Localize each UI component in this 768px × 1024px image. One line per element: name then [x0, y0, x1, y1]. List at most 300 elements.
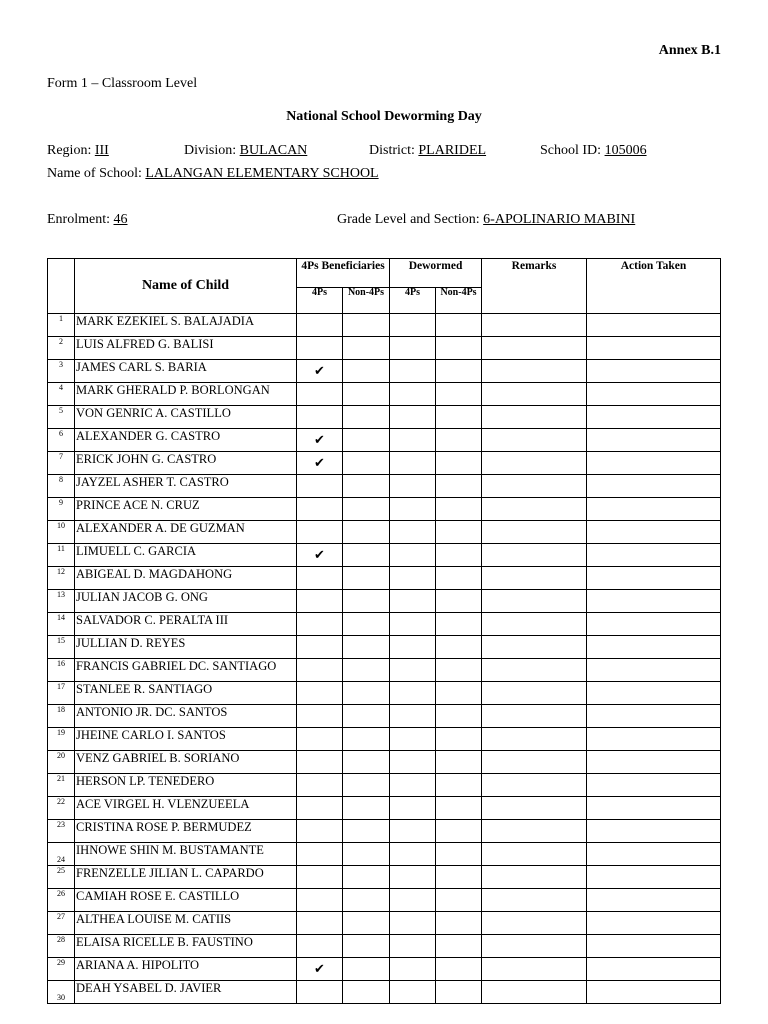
dewormed-4ps-cell [390, 797, 436, 820]
action-taken-cell [587, 889, 721, 912]
dewormed-non-4ps-cell [436, 567, 482, 590]
division-value: BULACAN [239, 143, 308, 158]
table-row [48, 498, 721, 521]
child-name: JAYZEL ASHER T. CASTRO [75, 475, 297, 498]
dewormed-non-4ps-cell [436, 889, 482, 912]
beneficiary-4ps-cell [297, 659, 343, 682]
child-name: VENZ GABRIEL B. SORIANO [75, 751, 297, 774]
dewormed-4ps-cell [390, 843, 436, 866]
deworming-roster-table [47, 258, 721, 1004]
beneficiary-non-4ps-cell [343, 544, 390, 567]
beneficiary-4ps-cell [297, 337, 343, 360]
table-row [48, 429, 721, 452]
action-taken-cell [587, 383, 721, 406]
remarks-cell [482, 774, 587, 797]
beneficiary-4ps-cell: ✔ [297, 958, 343, 981]
table-row [48, 797, 721, 820]
beneficiary-non-4ps-cell [343, 981, 390, 1004]
remarks-cell [482, 728, 587, 751]
dewormed-4ps-cell [390, 866, 436, 889]
row-number: 6 [48, 429, 75, 452]
action-taken-cell [587, 935, 721, 958]
action-taken-cell [587, 360, 721, 383]
beneficiary-non-4ps-cell [343, 797, 390, 820]
dewormed-4ps-cell [390, 383, 436, 406]
dewormed-non-4ps-cell [436, 636, 482, 659]
action-taken-cell [587, 452, 721, 475]
document-title: National School Deworming Day [286, 109, 482, 124]
table-row [48, 682, 721, 705]
remarks-cell [482, 935, 587, 958]
row-number: 3 [48, 360, 75, 383]
beneficiary-non-4ps-cell [343, 728, 390, 751]
table-row [48, 613, 721, 636]
action-taken-cell [587, 498, 721, 521]
remarks-cell [482, 889, 587, 912]
action-taken-cell [587, 544, 721, 567]
table-row [48, 889, 721, 912]
beneficiary-4ps-cell [297, 314, 343, 337]
row-number: 23 [48, 820, 75, 843]
child-name: CRISTINA ROSE P. BERMUDEZ [75, 820, 297, 843]
grade-section-field [337, 212, 635, 228]
row-number: 24 [48, 843, 75, 866]
dewormed-non-4ps-cell [436, 337, 482, 360]
region-value: III [94, 143, 109, 158]
action-taken-cell [587, 659, 721, 682]
beneficiary-4ps-cell [297, 636, 343, 659]
dewormed-4ps-cell [390, 682, 436, 705]
beneficiary-4ps-cell [297, 682, 343, 705]
action-taken-cell [587, 912, 721, 935]
remarks-header: Remarks [482, 259, 587, 314]
dewormed-non-4ps-subheader: Non-4Ps [436, 288, 482, 314]
dewormed-4ps-cell [390, 820, 436, 843]
beneficiary-4ps-cell: ✔ [297, 544, 343, 567]
table-row [48, 590, 721, 613]
beneficiary-non-4ps-cell [343, 935, 390, 958]
action-taken-cell [587, 590, 721, 613]
child-name: ERICK JOHN G. CASTRO [75, 452, 297, 475]
table-row [48, 521, 721, 544]
dewormed-non-4ps-cell [436, 360, 482, 383]
dewormed-non-4ps-cell [436, 590, 482, 613]
beneficiary-non-4ps-cell [343, 659, 390, 682]
dewormed-4ps-cell [390, 544, 436, 567]
action-taken-cell [587, 521, 721, 544]
dewormed-non-4ps-cell [436, 314, 482, 337]
grade-section-label: Grade Level and Section: [337, 212, 480, 227]
child-name: MARK EZEKIEL S. BALAJADIA [75, 314, 297, 337]
beneficiary-4ps-cell [297, 912, 343, 935]
beneficiary-non-4ps-cell [343, 498, 390, 521]
table-row [48, 659, 721, 682]
row-number: 21 [48, 774, 75, 797]
school-name-label: Name of School: [47, 166, 142, 181]
dewormed-non-4ps-cell [436, 843, 482, 866]
dewormed-non-4ps-cell [436, 774, 482, 797]
table-row [48, 314, 721, 337]
dewormed-4ps-cell [390, 912, 436, 935]
row-number: 12 [48, 567, 75, 590]
action-taken-cell [587, 406, 721, 429]
table-row [48, 981, 721, 1004]
table-row [48, 544, 721, 567]
row-number: 22 [48, 797, 75, 820]
child-name: SALVADOR C. PERALTA III [75, 613, 297, 636]
beneficiary-non-4ps-cell [343, 912, 390, 935]
child-name: VON GENRIC A. CASTILLO [75, 406, 297, 429]
region-label: Region: [47, 143, 92, 158]
remarks-cell [482, 521, 587, 544]
beneficiary-4ps-cell [297, 981, 343, 1004]
dewormed-4ps-cell [390, 728, 436, 751]
beneficiary-non-4ps-cell [343, 820, 390, 843]
remarks-cell [482, 912, 587, 935]
annex-label: Annex B.1 [658, 43, 721, 58]
dewormed-4ps-cell [390, 705, 436, 728]
table-row [48, 383, 721, 406]
row-number: 1 [48, 314, 75, 337]
action-taken-cell [587, 314, 721, 337]
beneficiary-4ps-cell [297, 498, 343, 521]
beneficiary-non-4ps-cell [343, 360, 390, 383]
dewormed-non-4ps-cell [436, 383, 482, 406]
remarks-cell [482, 866, 587, 889]
child-name: ANTONIO JR. DC. SANTOS [75, 705, 297, 728]
beneficiary-4ps-cell [297, 866, 343, 889]
beneficiary-non-4ps-cell [343, 613, 390, 636]
row-number: 27 [48, 912, 75, 935]
remarks-cell [482, 544, 587, 567]
dewormed-4ps-cell [390, 636, 436, 659]
action-taken-cell [587, 613, 721, 636]
action-taken-cell [587, 866, 721, 889]
remarks-cell [482, 751, 587, 774]
beneficiary-non-4ps-cell [343, 383, 390, 406]
action-taken-cell [587, 774, 721, 797]
table-row [48, 958, 721, 981]
action-taken-cell [587, 751, 721, 774]
4ps-beneficiaries-header: 4Ps Beneficiaries [297, 259, 390, 288]
beneficiary-non-4ps-cell [343, 590, 390, 613]
child-name: IHNOWE SHIN M. BUSTAMANTE [75, 843, 297, 866]
beneficiary-4ps-cell [297, 728, 343, 751]
form-label: Form 1 – Classroom Level [47, 76, 198, 91]
remarks-cell [482, 613, 587, 636]
beneficiary-4ps-cell [297, 820, 343, 843]
remarks-cell [482, 958, 587, 981]
beneficiary-non-4ps-cell [343, 866, 390, 889]
child-name: ALEXANDER G. CASTRO [75, 429, 297, 452]
dewormed-4ps-cell [390, 751, 436, 774]
school-name-row [47, 166, 379, 182]
beneficiary-non-4ps-cell [343, 429, 390, 452]
table-row [48, 360, 721, 383]
beneficiary-4ps-cell [297, 751, 343, 774]
district-field [369, 143, 486, 159]
beneficiary-non-4ps-cell [343, 636, 390, 659]
school-name-value: LALANGAN ELEMENTARY SCHOOL [145, 166, 379, 181]
dewormed-non-4ps-cell [436, 475, 482, 498]
enrolment-field [47, 212, 128, 228]
action-taken-cell [587, 981, 721, 1004]
child-name: CAMIAH ROSE E. CASTILLO [75, 889, 297, 912]
child-name: JULIAN JACOB G. ONG [75, 590, 297, 613]
remarks-cell [482, 337, 587, 360]
beneficiary-non-4ps-cell [343, 521, 390, 544]
beneficiary-non-4ps-cell [343, 337, 390, 360]
remarks-cell [482, 383, 587, 406]
child-name: MARK GHERALD P. BORLONGAN [75, 383, 297, 406]
beneficiary-4ps-cell [297, 475, 343, 498]
remarks-cell [482, 820, 587, 843]
region-field [47, 143, 109, 159]
dewormed-non-4ps-cell [436, 935, 482, 958]
dewormed-4ps-cell [390, 314, 436, 337]
remarks-cell [482, 314, 587, 337]
child-name: HERSON LP. TENEDERO [75, 774, 297, 797]
dewormed-non-4ps-cell [436, 866, 482, 889]
row-number: 9 [48, 498, 75, 521]
school-id-label: School ID: [540, 143, 602, 158]
table-row [48, 452, 721, 475]
row-number: 19 [48, 728, 75, 751]
dewormed-4ps-cell [390, 958, 436, 981]
beneficiary-4ps-cell [297, 797, 343, 820]
child-name: ALEXANDER A. DE GUZMAN [75, 521, 297, 544]
beneficiary-4ps-cell [297, 705, 343, 728]
dewormed-non-4ps-cell [436, 406, 482, 429]
row-number: 25 [48, 866, 75, 889]
beneficiary-4ps-cell [297, 843, 343, 866]
beneficiary-4ps-cell: ✔ [297, 452, 343, 475]
action-taken-cell [587, 705, 721, 728]
beneficiary-4ps-cell: ✔ [297, 429, 343, 452]
dewormed-non-4ps-cell [436, 958, 482, 981]
table-row [48, 567, 721, 590]
child-name: LIMUELL C. GARCIA [75, 544, 297, 567]
dewormed-non-4ps-cell [436, 751, 482, 774]
beneficiary-non-4ps-cell [343, 751, 390, 774]
action-taken-cell [587, 958, 721, 981]
dewormed-non-4ps-cell [436, 498, 482, 521]
name-of-child-header: Name of Child [75, 259, 297, 314]
remarks-cell [482, 429, 587, 452]
remarks-cell [482, 567, 587, 590]
district-value: PLARIDEL [418, 143, 487, 158]
remarks-cell [482, 659, 587, 682]
dewormed-4ps-cell [390, 567, 436, 590]
beneficiaries-4ps-subheader: 4Ps [297, 288, 343, 314]
child-name: FRANCIS GABRIEL DC. SANTIAGO [75, 659, 297, 682]
row-number: 17 [48, 682, 75, 705]
table-row [48, 337, 721, 360]
child-name: FRENZELLE JILIAN L. CAPARDO [75, 866, 297, 889]
row-number: 26 [48, 889, 75, 912]
remarks-cell [482, 498, 587, 521]
division-field [184, 143, 307, 159]
beneficiary-non-4ps-cell [343, 774, 390, 797]
child-name: LUIS ALFRED G. BALISI [75, 337, 297, 360]
table-row [48, 866, 721, 889]
dewormed-non-4ps-cell [436, 797, 482, 820]
action-taken-cell [587, 728, 721, 751]
child-name: ELAISA RICELLE B. FAUSTINO [75, 935, 297, 958]
action-taken-cell [587, 475, 721, 498]
child-name: ACE VIRGEL H. VLENZUEELA [75, 797, 297, 820]
dewormed-4ps-cell [390, 360, 436, 383]
dewormed-4ps-cell [390, 498, 436, 521]
beneficiary-non-4ps-cell [343, 452, 390, 475]
table-row [48, 912, 721, 935]
dewormed-4ps-cell [390, 935, 436, 958]
child-name: ALTHEA LOUISE M. CATIIS [75, 912, 297, 935]
row-number: 4 [48, 383, 75, 406]
row-number: 15 [48, 636, 75, 659]
row-number: 18 [48, 705, 75, 728]
dewormed-non-4ps-cell [436, 981, 482, 1004]
beneficiary-4ps-cell: ✔ [297, 360, 343, 383]
enrolment-value: 46 [113, 212, 128, 227]
beneficiary-4ps-cell [297, 383, 343, 406]
action-taken-cell [587, 797, 721, 820]
dewormed-4ps-cell [390, 889, 436, 912]
beneficiary-non-4ps-cell [343, 567, 390, 590]
dewormed-4ps-cell [390, 452, 436, 475]
roster-body [48, 314, 721, 1004]
table-row [48, 935, 721, 958]
remarks-cell [482, 705, 587, 728]
dewormed-non-4ps-cell [436, 728, 482, 751]
beneficiary-4ps-cell [297, 613, 343, 636]
grade-section-value: 6-APOLINARIO MABINI [483, 212, 636, 227]
child-name: DEAH YSABEL D. JAVIER [75, 981, 297, 1004]
row-number: 20 [48, 751, 75, 774]
table-row [48, 843, 721, 866]
action-taken-cell [587, 636, 721, 659]
row-number: 7 [48, 452, 75, 475]
child-name: JULLIAN D. REYES [75, 636, 297, 659]
remarks-cell [482, 797, 587, 820]
table-row [48, 728, 721, 751]
table-row [48, 475, 721, 498]
child-name: JAMES CARL S. BARIA [75, 360, 297, 383]
beneficiary-non-4ps-cell [343, 958, 390, 981]
remarks-cell [482, 981, 587, 1004]
beneficiary-4ps-cell [297, 590, 343, 613]
dewormed-4ps-cell [390, 981, 436, 1004]
row-number: 13 [48, 590, 75, 613]
enrolment-label: Enrolment: [47, 212, 110, 227]
dewormed-non-4ps-cell [436, 429, 482, 452]
school-id-field [540, 143, 647, 159]
beneficiary-4ps-cell [297, 567, 343, 590]
row-number: 28 [48, 935, 75, 958]
beneficiaries-non-4ps-subheader: Non-4Ps [343, 288, 390, 314]
table-row [48, 751, 721, 774]
beneficiary-4ps-cell [297, 889, 343, 912]
beneficiary-non-4ps-cell [343, 475, 390, 498]
dewormed-4ps-cell [390, 521, 436, 544]
remarks-cell [482, 406, 587, 429]
dewormed-4ps-cell [390, 613, 436, 636]
row-number: 16 [48, 659, 75, 682]
action-taken-cell [587, 682, 721, 705]
remarks-cell [482, 682, 587, 705]
dewormed-non-4ps-cell [436, 544, 482, 567]
beneficiary-4ps-cell [297, 521, 343, 544]
row-number-header [48, 259, 75, 314]
dewormed-4ps-cell [390, 475, 436, 498]
table-row [48, 820, 721, 843]
action-taken-cell [587, 820, 721, 843]
dewormed-header: Dewormed [390, 259, 482, 288]
action-taken-header: Action Taken [587, 259, 721, 314]
beneficiary-non-4ps-cell [343, 705, 390, 728]
remarks-cell [482, 360, 587, 383]
beneficiary-non-4ps-cell [343, 406, 390, 429]
district-label: District: [369, 143, 415, 158]
row-number: 10 [48, 521, 75, 544]
dewormed-non-4ps-cell [436, 613, 482, 636]
beneficiary-non-4ps-cell [343, 889, 390, 912]
dewormed-4ps-cell [390, 429, 436, 452]
child-name: STANLEE R. SANTIAGO [75, 682, 297, 705]
beneficiary-non-4ps-cell [343, 843, 390, 866]
row-number: 8 [48, 475, 75, 498]
child-name: JHEINE CARLO I. SANTOS [75, 728, 297, 751]
table-row [48, 636, 721, 659]
action-taken-cell [587, 843, 721, 866]
dewormed-non-4ps-cell [436, 912, 482, 935]
dewormed-non-4ps-cell [436, 521, 482, 544]
action-taken-cell [587, 429, 721, 452]
row-number: 2 [48, 337, 75, 360]
remarks-cell [482, 452, 587, 475]
division-label: Division: [184, 143, 237, 158]
dewormed-4ps-cell [390, 406, 436, 429]
row-number: 14 [48, 613, 75, 636]
dewormed-4ps-cell [390, 590, 436, 613]
row-number: 5 [48, 406, 75, 429]
dewormed-non-4ps-cell [436, 820, 482, 843]
row-number: 29 [48, 958, 75, 981]
beneficiary-4ps-cell [297, 935, 343, 958]
dewormed-4ps-cell [390, 659, 436, 682]
school-id-value: 105006 [604, 143, 647, 158]
row-number: 30 [48, 981, 75, 1004]
table-row [48, 705, 721, 728]
dewormed-4ps-cell [390, 337, 436, 360]
beneficiary-non-4ps-cell [343, 314, 390, 337]
dewormed-non-4ps-cell [436, 659, 482, 682]
row-number: 11 [48, 544, 75, 567]
remarks-cell [482, 590, 587, 613]
child-name: PRINCE ACE N. CRUZ [75, 498, 297, 521]
remarks-cell [482, 636, 587, 659]
remarks-cell [482, 475, 587, 498]
child-name: ABIGEAL D. MAGDAHONG [75, 567, 297, 590]
beneficiary-4ps-cell [297, 406, 343, 429]
child-name: ARIANA A. HIPOLITO [75, 958, 297, 981]
dewormed-4ps-cell [390, 774, 436, 797]
table-row [48, 774, 721, 797]
action-taken-cell [587, 567, 721, 590]
table-row [48, 406, 721, 429]
dewormed-non-4ps-cell [436, 705, 482, 728]
beneficiary-4ps-cell [297, 774, 343, 797]
